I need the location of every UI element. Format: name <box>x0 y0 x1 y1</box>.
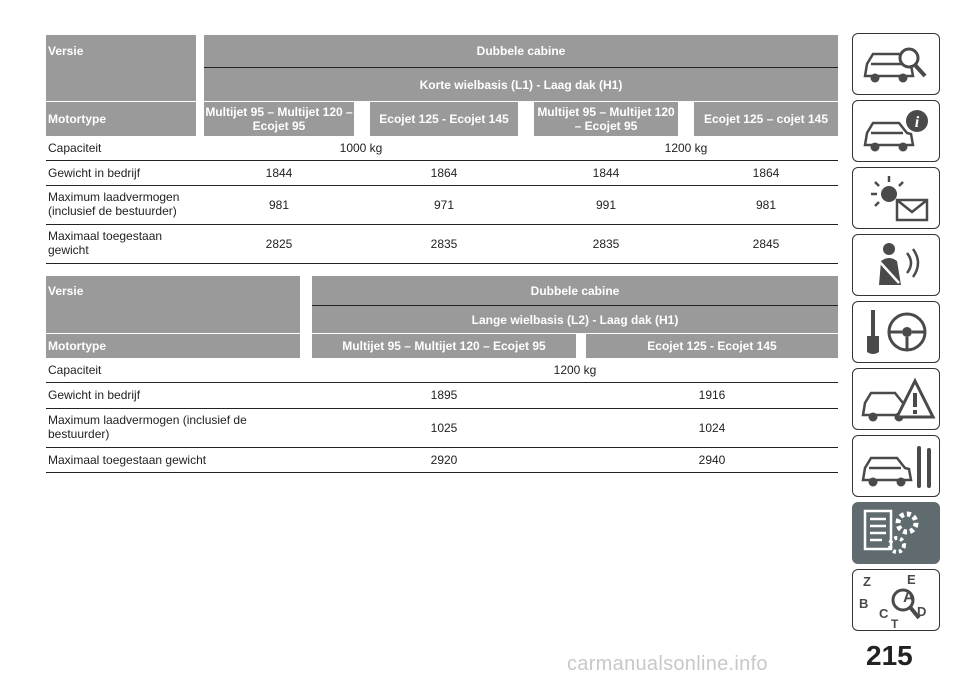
svg-text:T: T <box>891 617 899 630</box>
svg-text:i: i <box>914 114 920 131</box>
table-row: Maximum laadvermogen (inclusief de bestuurder) 981 971 991 981 <box>46 186 838 225</box>
table-row: Gewicht in bedrijf 1844 1864 1844 1864 <box>46 161 838 186</box>
chapter-tab-maintenance[interactable] <box>852 435 940 497</box>
chapter-tab-index[interactable] <box>852 569 940 631</box>
svg-text:C: C <box>879 606 889 621</box>
page-number: 215 <box>866 640 913 671</box>
svg-text:D: D <box>917 604 927 619</box>
specs-table-short-wheelbase <box>46 35 838 264</box>
chapter-tab-car-search[interactable] <box>852 33 940 95</box>
svg-text:Z: Z <box>863 574 871 589</box>
engine-col-1: Multijet 95 – Multijet 120 – Ecojet 95 <box>342 339 546 353</box>
engine-col-1: Multijet 95 – Multijet 120 – Ecojet 95 <box>205 104 353 133</box>
svg-text:A: A <box>903 589 915 606</box>
engine-col-2: Ecojet 125 - Ecojet 145 <box>647 339 777 353</box>
table-row: Capaciteit 1000 kg 1200 kg <box>46 136 838 161</box>
engine-col-2: Ecojet 125 - Ecojet 145 <box>379 111 509 126</box>
technical-data-icon <box>853 503 939 563</box>
specs-table-long-wheelbase <box>46 276 838 473</box>
table-header <box>46 276 838 358</box>
header-versie: Versie <box>48 44 84 58</box>
table-header <box>46 35 838 136</box>
alphabetical-index-icon <box>853 570 939 630</box>
car-service-tools-icon <box>853 436 939 496</box>
engine-col-4: Ecojet 125 – cojet 145 <box>703 111 829 126</box>
car-info-icon <box>853 101 939 161</box>
chapter-tab-warning-lights[interactable] <box>852 167 940 229</box>
table-row: Capaciteit 1200 kg <box>46 358 838 383</box>
watermark: carmanualsonline.info <box>567 653 768 675</box>
chapter-tab-starting-driving[interactable] <box>852 301 940 363</box>
car-search-icon <box>853 34 939 94</box>
chapter-tab-emergency[interactable] <box>852 368 940 430</box>
car-breakdown-warning-icon <box>853 369 939 429</box>
seatbelt-airbag-icon <box>853 235 939 295</box>
chapter-tab-car-info[interactable] <box>852 100 940 162</box>
header-versie: Versie <box>48 283 84 298</box>
header-wheelbase: Korte wielbasis (L1) - Laag dak (H1) <box>419 77 623 92</box>
table-row: Maximum laadvermogen (inclusief de bestuurder) 1025 1024 <box>46 409 838 448</box>
table-row: Gewicht in bedrijf 1895 1916 <box>46 383 838 409</box>
svg-text:B: B <box>859 596 869 611</box>
chapter-tab-technical-data[interactable] <box>852 502 940 564</box>
svg-text:E: E <box>907 572 916 587</box>
header-wheelbase: Lange wielbasis (L2) - Laag dak (H1) <box>471 312 679 327</box>
header-motortype: Motortype <box>48 338 106 353</box>
table-row: Maximaal toegestaan gewicht 2920 2940 <box>46 448 838 473</box>
engine-col-3: Multijet 95 – Multijet 120 – Ecojet 95 <box>537 104 675 133</box>
header-cabine: Dubbele cabine <box>530 283 620 298</box>
key-steering-wheel-icon <box>853 302 939 362</box>
chapter-tab-safety[interactable] <box>852 234 940 296</box>
table-row: Maximaal toegestaan gewicht 2825 2835 2835 2845 <box>46 225 838 264</box>
header-cabine: Dubbele cabine <box>476 44 566 58</box>
warning-light-mail-icon <box>853 168 939 228</box>
header-motortype: Motortype <box>48 111 106 126</box>
